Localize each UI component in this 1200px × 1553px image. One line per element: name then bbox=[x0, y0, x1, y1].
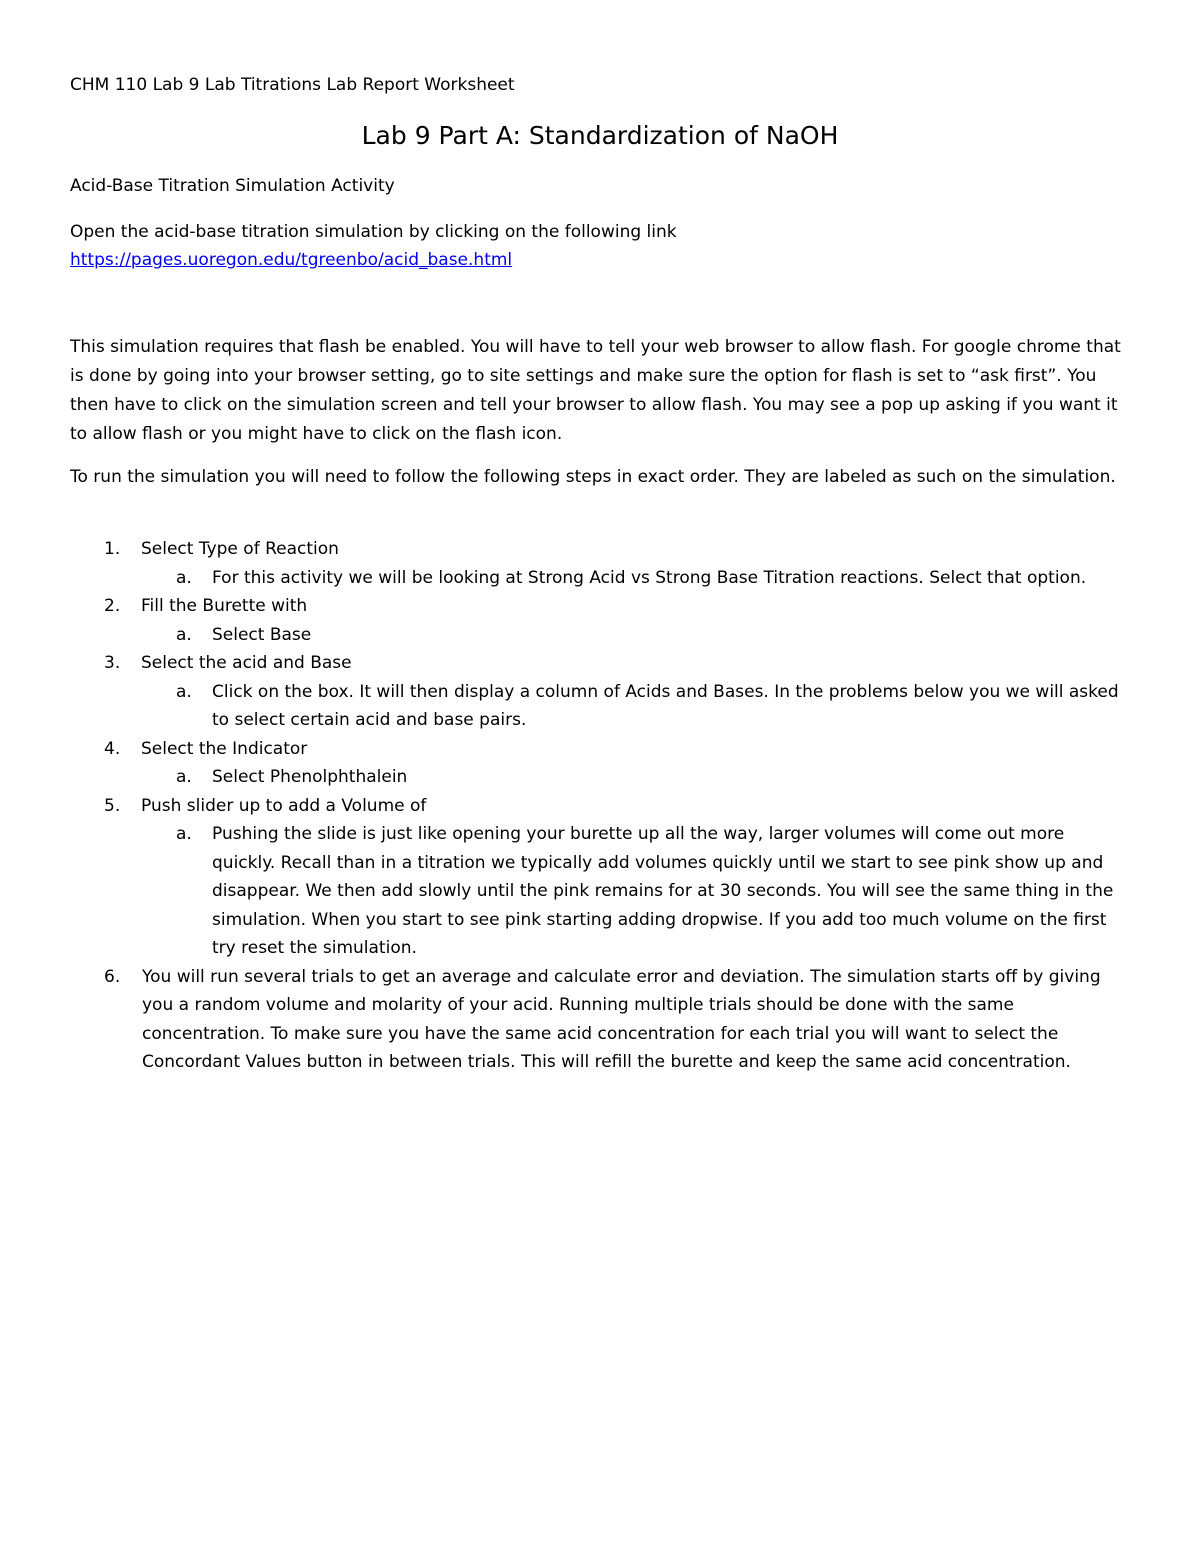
list-item bbox=[70, 649, 1130, 678]
list-item bbox=[141, 763, 1130, 792]
document-header: CHM 110 Lab 9 Lab Titrations Lab Report Worksheet bbox=[70, 75, 515, 95]
list-item bbox=[141, 820, 1130, 963]
list-item bbox=[70, 963, 1130, 1077]
list-item bbox=[141, 678, 1130, 735]
sub-text: Click on the box. It will then display a column of Acids and Bases. In the problems below you we will asked to select certain acid and base pairs. bbox=[212, 681, 1119, 730]
intro-text: Open the acid-base titration simulation by clicking on the following link bbox=[70, 222, 677, 242]
sub-text: Pushing the slide is just like opening your burette up all the way, larger volumes will come out more quickly. Recall than in a titration we typically add volumes quickly until we start to see pink show up and disappear. We then add slowly until the pink remains for at 30 seconds. You will see the same thing in the simulation. When you start to see pink starting adding dropwise. If you add too much volume on the first try reset the simulation. bbox=[212, 824, 1114, 958]
step-number: 4. bbox=[104, 738, 121, 759]
sub-letter: a. bbox=[176, 767, 192, 787]
steps-intro-paragraph: To run the simulation you will need to follow the following steps in exact order. They are labeled as such on the simulation. bbox=[70, 467, 1116, 487]
section-subtitle: Acid-Base Titration Simulation Activity bbox=[70, 176, 395, 196]
step-number: 5. bbox=[104, 795, 121, 816]
sub-list bbox=[70, 621, 1130, 650]
sub-letter: a. bbox=[176, 567, 192, 588]
sub-text: For this activity we will be looking at Strong Acid vs Strong Base Titration reactions. Select that option. bbox=[212, 567, 1087, 588]
list-item bbox=[141, 564, 1130, 593]
simulation-link[interactable]: https://pages.uoregon.edu/tgreenbo/acid_base.html bbox=[70, 250, 513, 270]
step-number: 3. bbox=[104, 653, 121, 673]
list-item bbox=[70, 792, 1130, 821]
step-text: Push slider up to add a Volume of bbox=[141, 795, 427, 816]
step-text: Select the Indicator bbox=[141, 738, 308, 759]
step-number: 1. bbox=[104, 539, 121, 559]
step-text: Fill the Burette with bbox=[141, 596, 308, 616]
list-item bbox=[70, 592, 1130, 621]
sub-list bbox=[70, 763, 1130, 792]
sub-letter: a. bbox=[176, 624, 192, 645]
steps-list bbox=[70, 535, 1130, 1077]
flash-instructions-paragraph: This simulation requires that flash be enabled. You will have to tell your web browser to allow flash. For google chrome that is done by going into your browser setting, go to site settings and make sure the option for flash is set to “ask first”. You then have to click on the simulation screen and tell your browser to allow flash. You may see a pop up asking if you want it to allow flash or you might have to click on the flash icon. bbox=[70, 337, 1121, 444]
sub-list bbox=[70, 564, 1130, 593]
sub-text: Select Phenolphthalein bbox=[212, 767, 408, 787]
sub-letter: a. bbox=[176, 824, 192, 844]
intro-block bbox=[70, 218, 1130, 274]
sub-list bbox=[70, 820, 1130, 963]
page-title: Lab 9 Part A: Standardization of NaOH bbox=[361, 121, 839, 150]
sub-letter: a. bbox=[176, 681, 192, 702]
sub-list bbox=[70, 678, 1130, 735]
sub-text: Select Base bbox=[212, 624, 312, 645]
step-text: Select the acid and Base bbox=[141, 653, 352, 673]
step-number: 6. bbox=[104, 966, 121, 987]
step-number: 2. bbox=[104, 596, 121, 616]
list-item bbox=[70, 535, 1130, 564]
step-text: You will run several trials to get an average and calculate error and deviation. The simulation starts off by giving you a random volume and molarity of your acid. Running multiple trials should be done with the same concentration. To make sure you have the same acid concentration for each trial you will want to select the Concordant Values button in between trials. This will refill the burette and keep the same acid concentration. bbox=[142, 966, 1101, 1072]
list-item bbox=[141, 621, 1130, 650]
step-text: Select Type of Reaction bbox=[141, 539, 339, 559]
list-item bbox=[70, 735, 1130, 764]
